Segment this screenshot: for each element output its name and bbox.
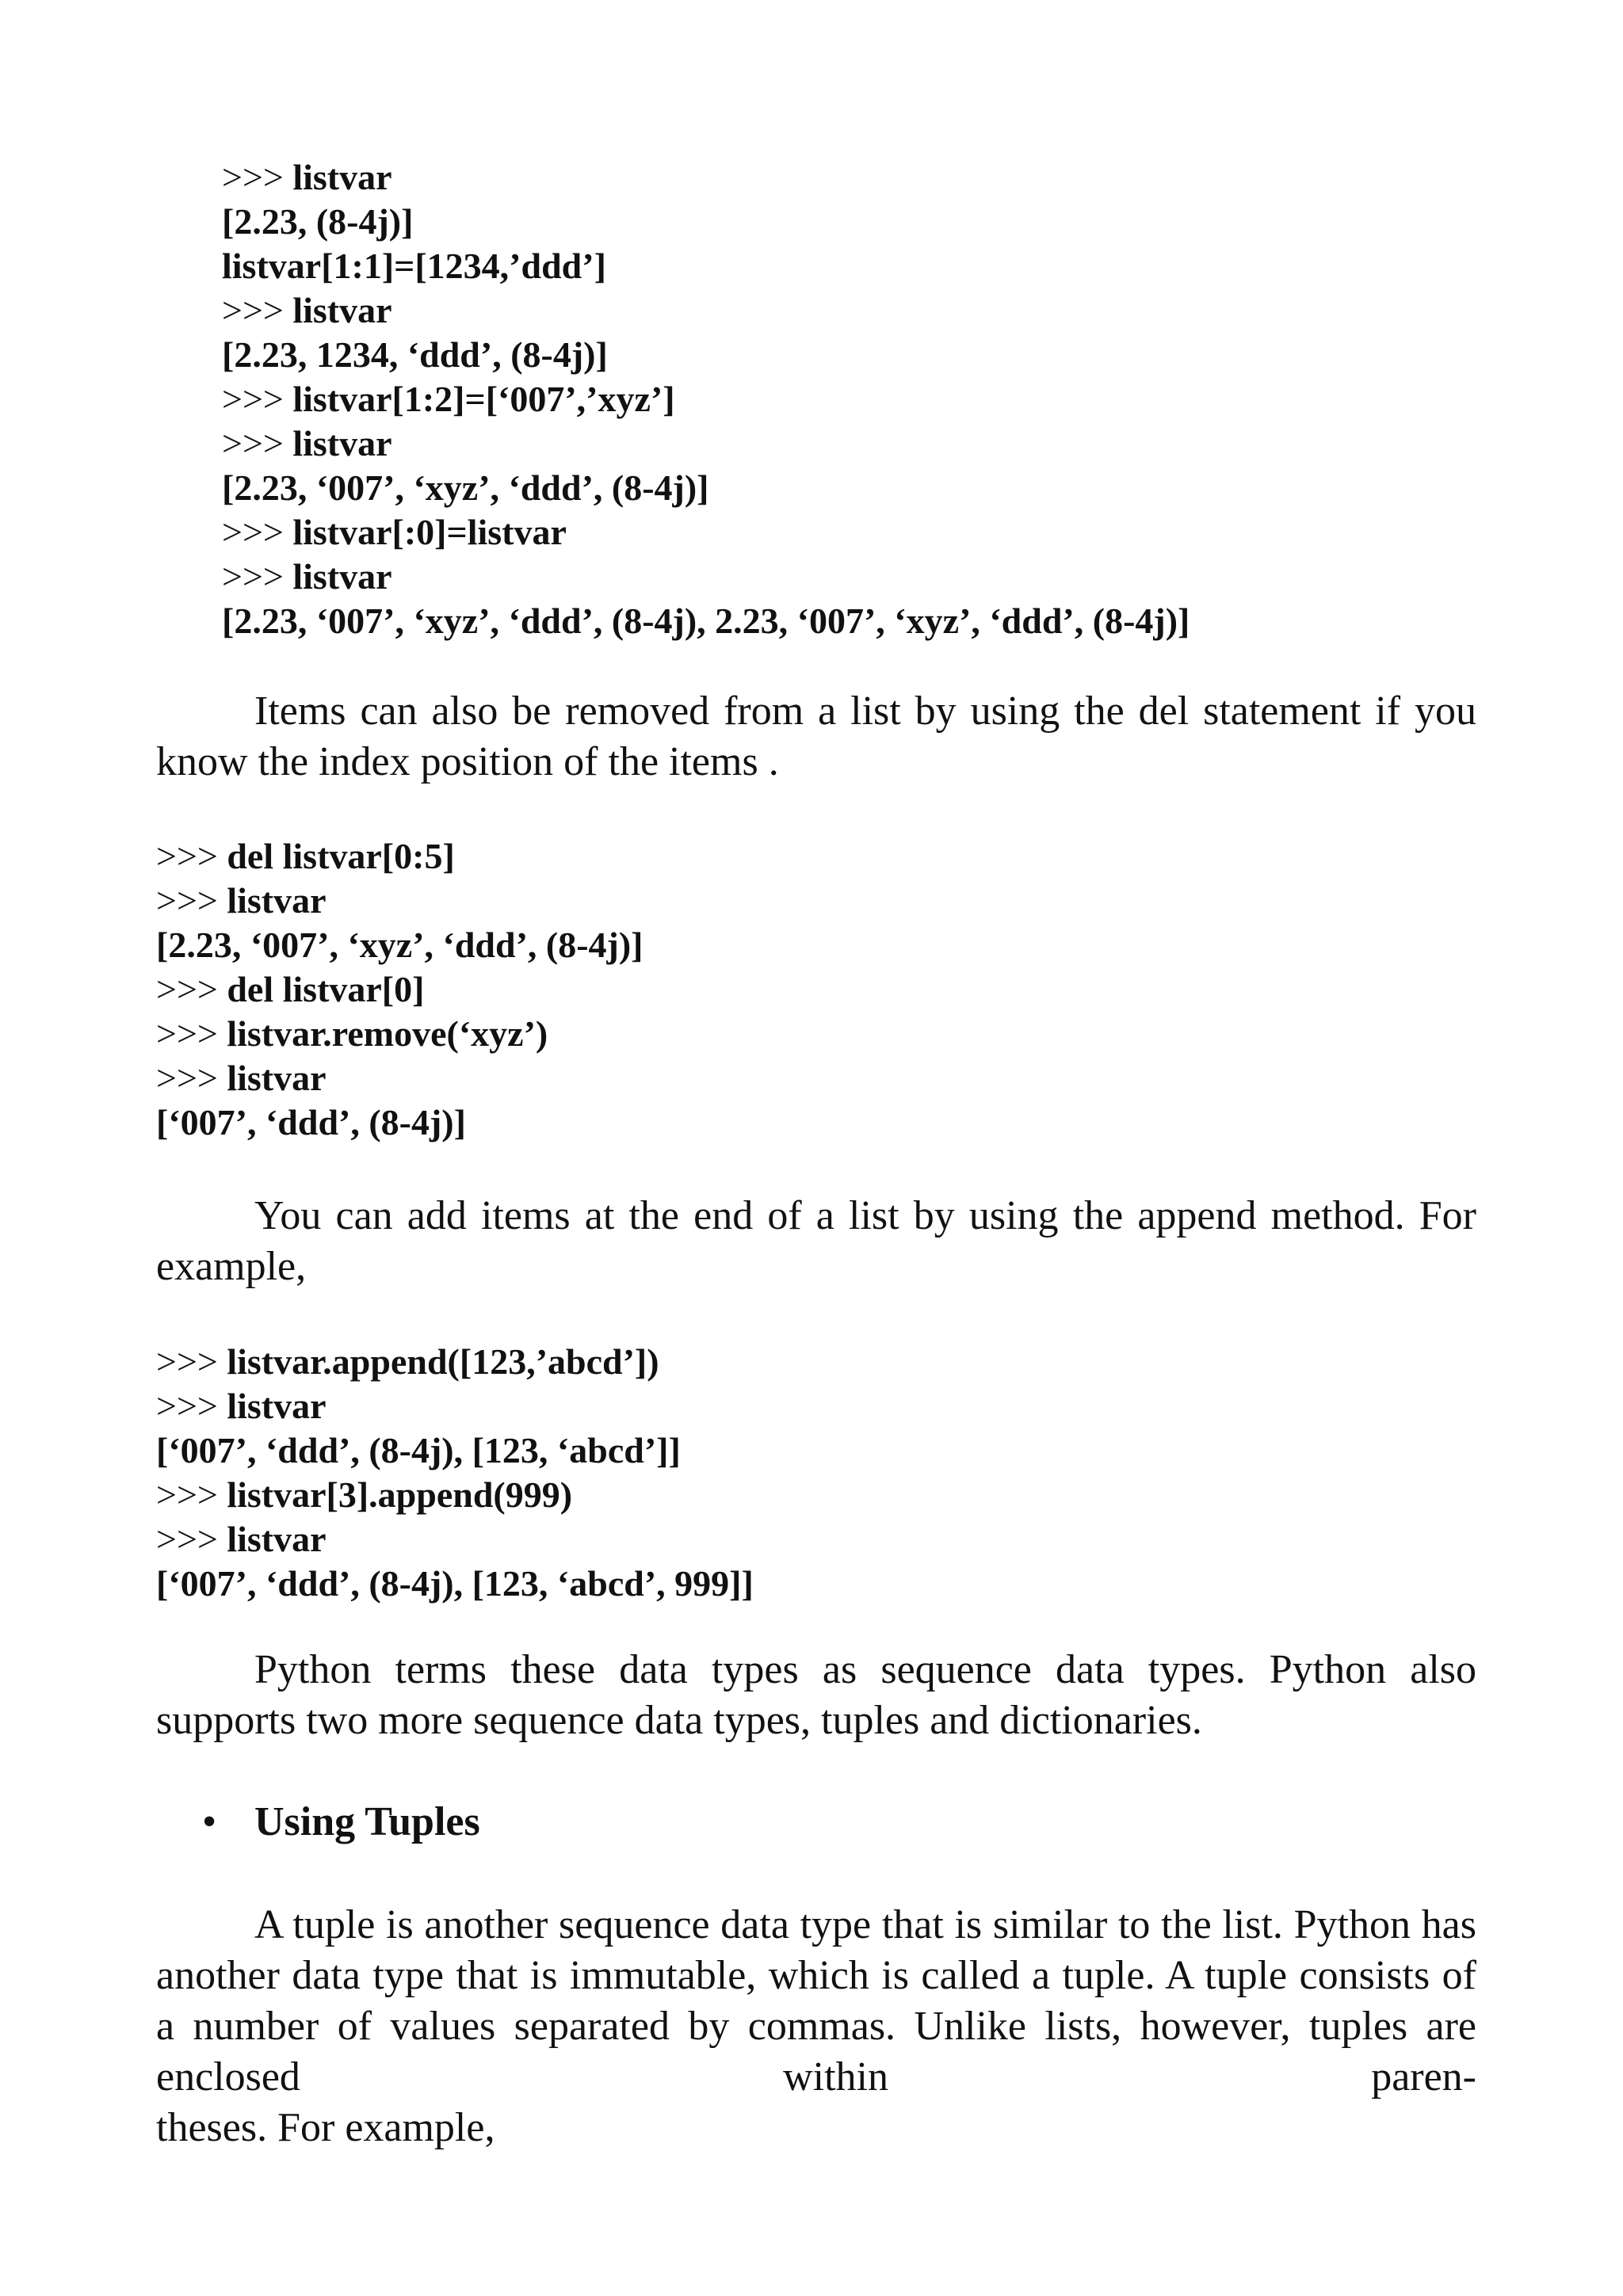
paragraph-sequence-types xyxy=(156,1645,1476,1746)
code-prompt: >>> xyxy=(156,1474,227,1515)
code-prompt: >>> xyxy=(222,556,293,597)
code-text: [‘007’, ‘ddd’, (8-4j), [123, ‘abcd’, 999]] xyxy=(156,1563,754,1604)
paragraph-text-last-line: theses. For example, xyxy=(156,2105,495,2150)
code-text: listvar xyxy=(292,290,392,330)
code-text: listvar[1:2]=[‘007’,’xyz’] xyxy=(292,379,675,419)
code-line xyxy=(156,1384,754,1428)
code-line xyxy=(156,1562,754,1606)
code-prompt: >>> xyxy=(156,969,227,1009)
code-line xyxy=(222,466,1190,510)
code-line xyxy=(156,834,643,879)
code-line xyxy=(156,923,643,967)
code-text: listvar[:0]=listvar xyxy=(292,512,567,552)
paragraph-text-justified xyxy=(156,1900,1476,2103)
code-prompt: >>> xyxy=(156,1058,227,1098)
code-text: listvar xyxy=(227,880,327,921)
code-prompt: >>> xyxy=(156,836,227,876)
code-prompt: >>> xyxy=(222,157,293,197)
code-line xyxy=(156,1100,643,1145)
code-line xyxy=(222,599,1190,643)
code-line xyxy=(222,333,1190,377)
code-text: del listvar[0] xyxy=(227,969,425,1009)
code-prompt: >>> xyxy=(222,379,293,419)
code-text: [2.23, ‘007’, ‘xyz’, ‘ddd’, (8-4j)] xyxy=(222,467,709,508)
code-prompt: >>> xyxy=(156,1519,227,1559)
code-text: [‘007’, ‘ddd’, (8-4j), [123, ‘abcd’]] xyxy=(156,1430,681,1470)
code-text: listvar xyxy=(227,1058,327,1098)
paragraph-del-statement xyxy=(156,686,1476,788)
code-line xyxy=(222,510,1190,555)
code-text: [2.23, ‘007’, ‘xyz’, ‘ddd’, (8-4j), 2.23, ‘007’, ‘xyz’, ‘ddd’, (8-4j)] xyxy=(222,601,1190,641)
code-text: [2.23, ‘007’, ‘xyz’, ‘ddd’, (8-4j)] xyxy=(156,925,643,965)
code-line xyxy=(156,1012,643,1056)
code-text: [‘007’, ‘ddd’, (8-4j)] xyxy=(156,1102,466,1142)
code-line xyxy=(222,555,1190,599)
paragraph-text: You can add items at the end of a list by using the append method. For example, xyxy=(156,1193,1476,1289)
code-prompt: >>> xyxy=(156,1341,227,1382)
code-prompt: >>> xyxy=(222,290,293,330)
code-line xyxy=(156,1473,754,1517)
code-block-append xyxy=(156,1340,754,1606)
bullet-icon: • xyxy=(202,1799,217,1844)
code-text: listvar[3].append(999) xyxy=(227,1474,573,1515)
code-line xyxy=(222,200,1190,244)
code-prompt: >>> xyxy=(222,512,293,552)
code-line xyxy=(156,1340,754,1384)
code-text: listvar xyxy=(227,1386,327,1426)
code-line xyxy=(156,967,643,1012)
code-line xyxy=(222,288,1190,333)
code-line xyxy=(156,1428,754,1473)
code-prompt: >>> xyxy=(156,1013,227,1054)
code-line xyxy=(222,155,1190,200)
code-text: listvar xyxy=(292,423,392,463)
code-text: listvar xyxy=(292,556,392,597)
code-block-list-slicing xyxy=(222,155,1190,643)
code-line xyxy=(156,1056,643,1100)
code-line xyxy=(156,879,643,923)
code-text: listvar.append([123,’abcd’]) xyxy=(227,1341,659,1382)
code-line xyxy=(222,421,1190,466)
code-text: listvar[1:1]=[1234,’ddd’] xyxy=(222,246,606,286)
paragraph-text: A tuple is another sequence data type that is similar to the list. Python has another data type that is immutable, which is called a tuple. A tuple consists of a number of values separated by commas. Unlike lists, however, tuples are enclosed within paren- xyxy=(156,1902,1476,2100)
code-prompt: >>> xyxy=(222,423,293,463)
code-text: [2.23, 1234, ‘ddd’, (8-4j)] xyxy=(222,334,608,375)
code-text: listvar xyxy=(292,157,392,197)
paragraph-text: Python terms these data types as sequence data types. Python also supports two more sequence data types, tuples and dictionaries. xyxy=(156,1647,1476,1743)
code-prompt: >>> xyxy=(156,1386,227,1426)
code-text: del listvar[0:5] xyxy=(227,836,455,876)
section-heading-title: Using Tuples xyxy=(254,1799,480,1844)
code-text: [2.23, (8-4j)] xyxy=(222,201,414,242)
code-line xyxy=(222,377,1190,421)
paragraph-text: Items can also be removed from a list by using the del statement if you know the index position of the items . xyxy=(156,688,1476,784)
code-prompt: >>> xyxy=(156,880,227,921)
paragraph-tuple-intro xyxy=(156,1900,1476,2153)
code-line xyxy=(156,1517,754,1562)
code-line xyxy=(222,244,1190,288)
section-heading-using-tuples xyxy=(202,1797,480,1848)
code-block-del-remove xyxy=(156,834,643,1145)
code-text: listvar xyxy=(227,1519,327,1559)
code-text: listvar.remove(‘xyz’) xyxy=(227,1013,548,1054)
paragraph-append-method xyxy=(156,1191,1476,1292)
